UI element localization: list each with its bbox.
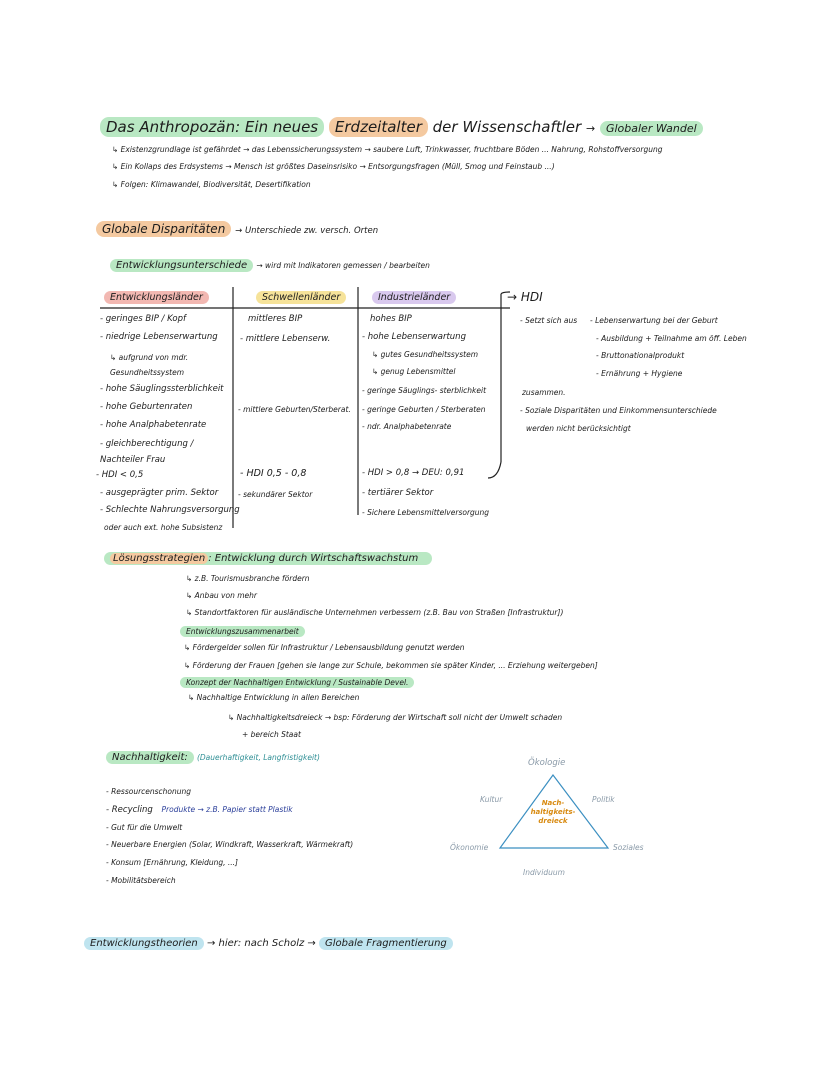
strategies-title-rest: : Entwicklung durch Wirtschaftswachstum (208, 553, 419, 564)
triangle-right: Soziales (613, 843, 644, 852)
triangle-bottom: Individuum (523, 868, 565, 877)
emerging-item: - mittlere Lebenserw. (240, 334, 331, 344)
sustainability-item: - Gut für die Umwelt (106, 823, 183, 832)
hdi-item: - Ernährung + Hygiene (596, 369, 683, 378)
concept-heading: Konzept der Nachhaltigen Entwicklung / Sustainable Devel. (180, 678, 414, 687)
disparities-title: Globale Disparitäten (96, 221, 231, 237)
dev-item: oder auch ext. hohe Subsistenz (104, 523, 223, 532)
dev-item: - gleichberechtigung / Nachteiler Frau (100, 439, 194, 465)
title-highlight: Erdzeitalter (329, 117, 428, 137)
industrial-item: - HDI > 0,8 → DEU: 0,91 (362, 468, 465, 478)
industrial-item: - hohe Lebenserwartung (362, 332, 466, 342)
theories-title: Entwicklungstheorien (84, 937, 204, 950)
concept-line: + bereich Staat (242, 730, 301, 739)
theories-highlight: Globale Fragmentierung (319, 937, 453, 950)
industrial-item: - tertiärer Sektor (362, 488, 434, 498)
sustainability-title: Nachhaltigkeit: (106, 751, 194, 764)
dev-item: - HDI < 0,5 (96, 470, 144, 480)
dev-item: ↳ aufgrund von mdr. Gesundheitssystem (110, 353, 189, 377)
strategy-line: ↳ Standortfaktoren für ausländische Unternehmen verbessern (z.B. Bau von Straßen [Infrastruktur]) (186, 608, 564, 617)
col-industrial-title: Industrieländer (372, 292, 456, 303)
emerging-item: - mittlere Geburten/Sterberat. (238, 405, 351, 414)
hdi-label: - Setzt sich aus (520, 316, 578, 325)
sustainability-item: - Ressourcenschonung (106, 787, 192, 796)
hdi-item: - Bruttonationalprodukt (596, 351, 685, 360)
coop-heading: Entwicklungszusammenarbeit (180, 627, 305, 636)
theories-rest: → hier: nach Scholz → (206, 938, 316, 949)
dev-item: - Schlechte Nahrungsversorgung (100, 505, 240, 515)
col-emerging-title: Schwellenländer (256, 292, 346, 303)
hdi-zusammen: zusammen. (522, 388, 566, 397)
col-dev-title: Entwicklungsländer (104, 292, 209, 303)
title-line-3: ↳ Folgen: Klimawandel, Biodiversität, Desertifikation (112, 180, 311, 189)
emerging-item: - sekundärer Sektor (238, 490, 313, 499)
dev-item: - ausgeprägter prim. Sektor (100, 488, 219, 498)
dev-item: - hohe Analphabetenrate (100, 420, 207, 430)
industrial-item: - geringe Geburten / Sterberaten (362, 405, 486, 414)
industrial-item: - Sichere Lebensmittelversorgung (362, 508, 490, 517)
strategy-line: ↳ z.B. Tourismusbranche fördern (186, 574, 310, 583)
triangle-outer-left: Kultur (480, 795, 503, 804)
emerging-item: mittleres BIP (248, 314, 303, 324)
hdi-item: - Ausbildung + Teilnahme am öff. Leben (596, 334, 747, 343)
coop-line: ↳ Förderung der Frauen [gehen sie lange zur Schule, bekommen sie später Kinder, ... Erziehung weitergeben] (184, 661, 598, 670)
strategy-line: ↳ Anbau von mehr (186, 591, 257, 600)
triangle-center: Nach- haltigkeits- dreieck (530, 799, 576, 825)
sustainability-item: - Recycling Produkte → z.B. Papier statt Plastik (106, 805, 293, 815)
sustainability-item: - Mobilitätsbereich (106, 876, 176, 885)
triangle-outer-right: Politik (592, 795, 615, 804)
triangle-left: Ökonomie (450, 843, 489, 852)
sustainability-item: - Neuerbare Energien (Solar, Windkraft, Wasserkraft, Wärmekraft) (106, 840, 354, 849)
dev-item: - hohe Säuglingssterblichkeit (100, 384, 224, 394)
emerging-item: - HDI 0,5 - 0,8 (240, 468, 307, 479)
industrial-item: ↳ gutes Gesundheitssystem (372, 350, 479, 359)
strategies-title: Lösungsstrategien (110, 553, 208, 564)
theories-heading (84, 938, 453, 949)
industrial-item: ↳ genug Lebensmittel (372, 367, 456, 376)
dev-item: - hohe Geburtenraten (100, 402, 193, 412)
industrial-item: - ndr. Analphabetenrate (362, 422, 452, 431)
dev-item: - niedrige Lebenserwartung (100, 332, 218, 342)
title-line-2: ↳ Ein Kollaps des Erdsystems → Mensch ist größtes Daseinsrisiko → Entsorgungsfragen (Müll, Smog und Feinstaub ...) (112, 162, 555, 171)
concept-line: ↳ Nachhaltigkeitsdreieck → bsp: Förderung der Wirtschaft soll nicht der Umwelt schaden (228, 713, 563, 722)
dev-item: - geringes BIP / Kopf (100, 314, 186, 324)
title-arrow: → (585, 122, 596, 135)
hdi-item: - Lebenserwartung bei der Geburt (590, 316, 718, 325)
industrial-item: hohes BIP (370, 314, 412, 324)
title-rest: der Wissenschaftler (432, 118, 582, 136)
dev-differences-title: Entwicklungsunterschiede (110, 259, 253, 272)
hdi-note: - Soziale Disparitäten und Einkommensunterschiede (520, 406, 717, 415)
disparities-title-rest: → Unterschiede zw. versch. Orten (235, 226, 379, 236)
title-main: Das Anthropozän: Ein neues (100, 117, 324, 137)
sustainability-item: - Konsum [Ernährung, Kleidung, ...] (106, 858, 238, 867)
dev-differences-rest: → wird mit Indikatoren gemessen / bearbeiten (256, 261, 430, 270)
sustainability-rest: (Dauerhaftigkeit, Langfristigkeit) (196, 753, 320, 762)
title-arrow-label: Globaler Wandel (600, 121, 703, 136)
hdi-title: → HDI (507, 290, 543, 304)
coop-line: ↳ Fördergelder sollen für Infrastruktur / Lebensausbildung genutzt werden (184, 643, 465, 652)
industrial-item: - geringe Säuglings- sterblichkeit (362, 386, 487, 395)
concept-line: ↳ Nachhaltige Entwicklung in allen Bereichen (188, 693, 360, 702)
title-line-1: ↳ Existenzgrundlage ist gefährdet → das Lebenssicherungssystem → saubere Luft, Trinkwasser, fruchtbare Böden ... Nahrung, Rohstoffversorgung (112, 145, 663, 154)
triangle-top: Ökologie (528, 758, 566, 768)
recycling-extra: Produkte → z.B. Papier statt Plastik (161, 805, 293, 814)
hdi-note: werden nicht berücksichtigt (526, 424, 631, 433)
